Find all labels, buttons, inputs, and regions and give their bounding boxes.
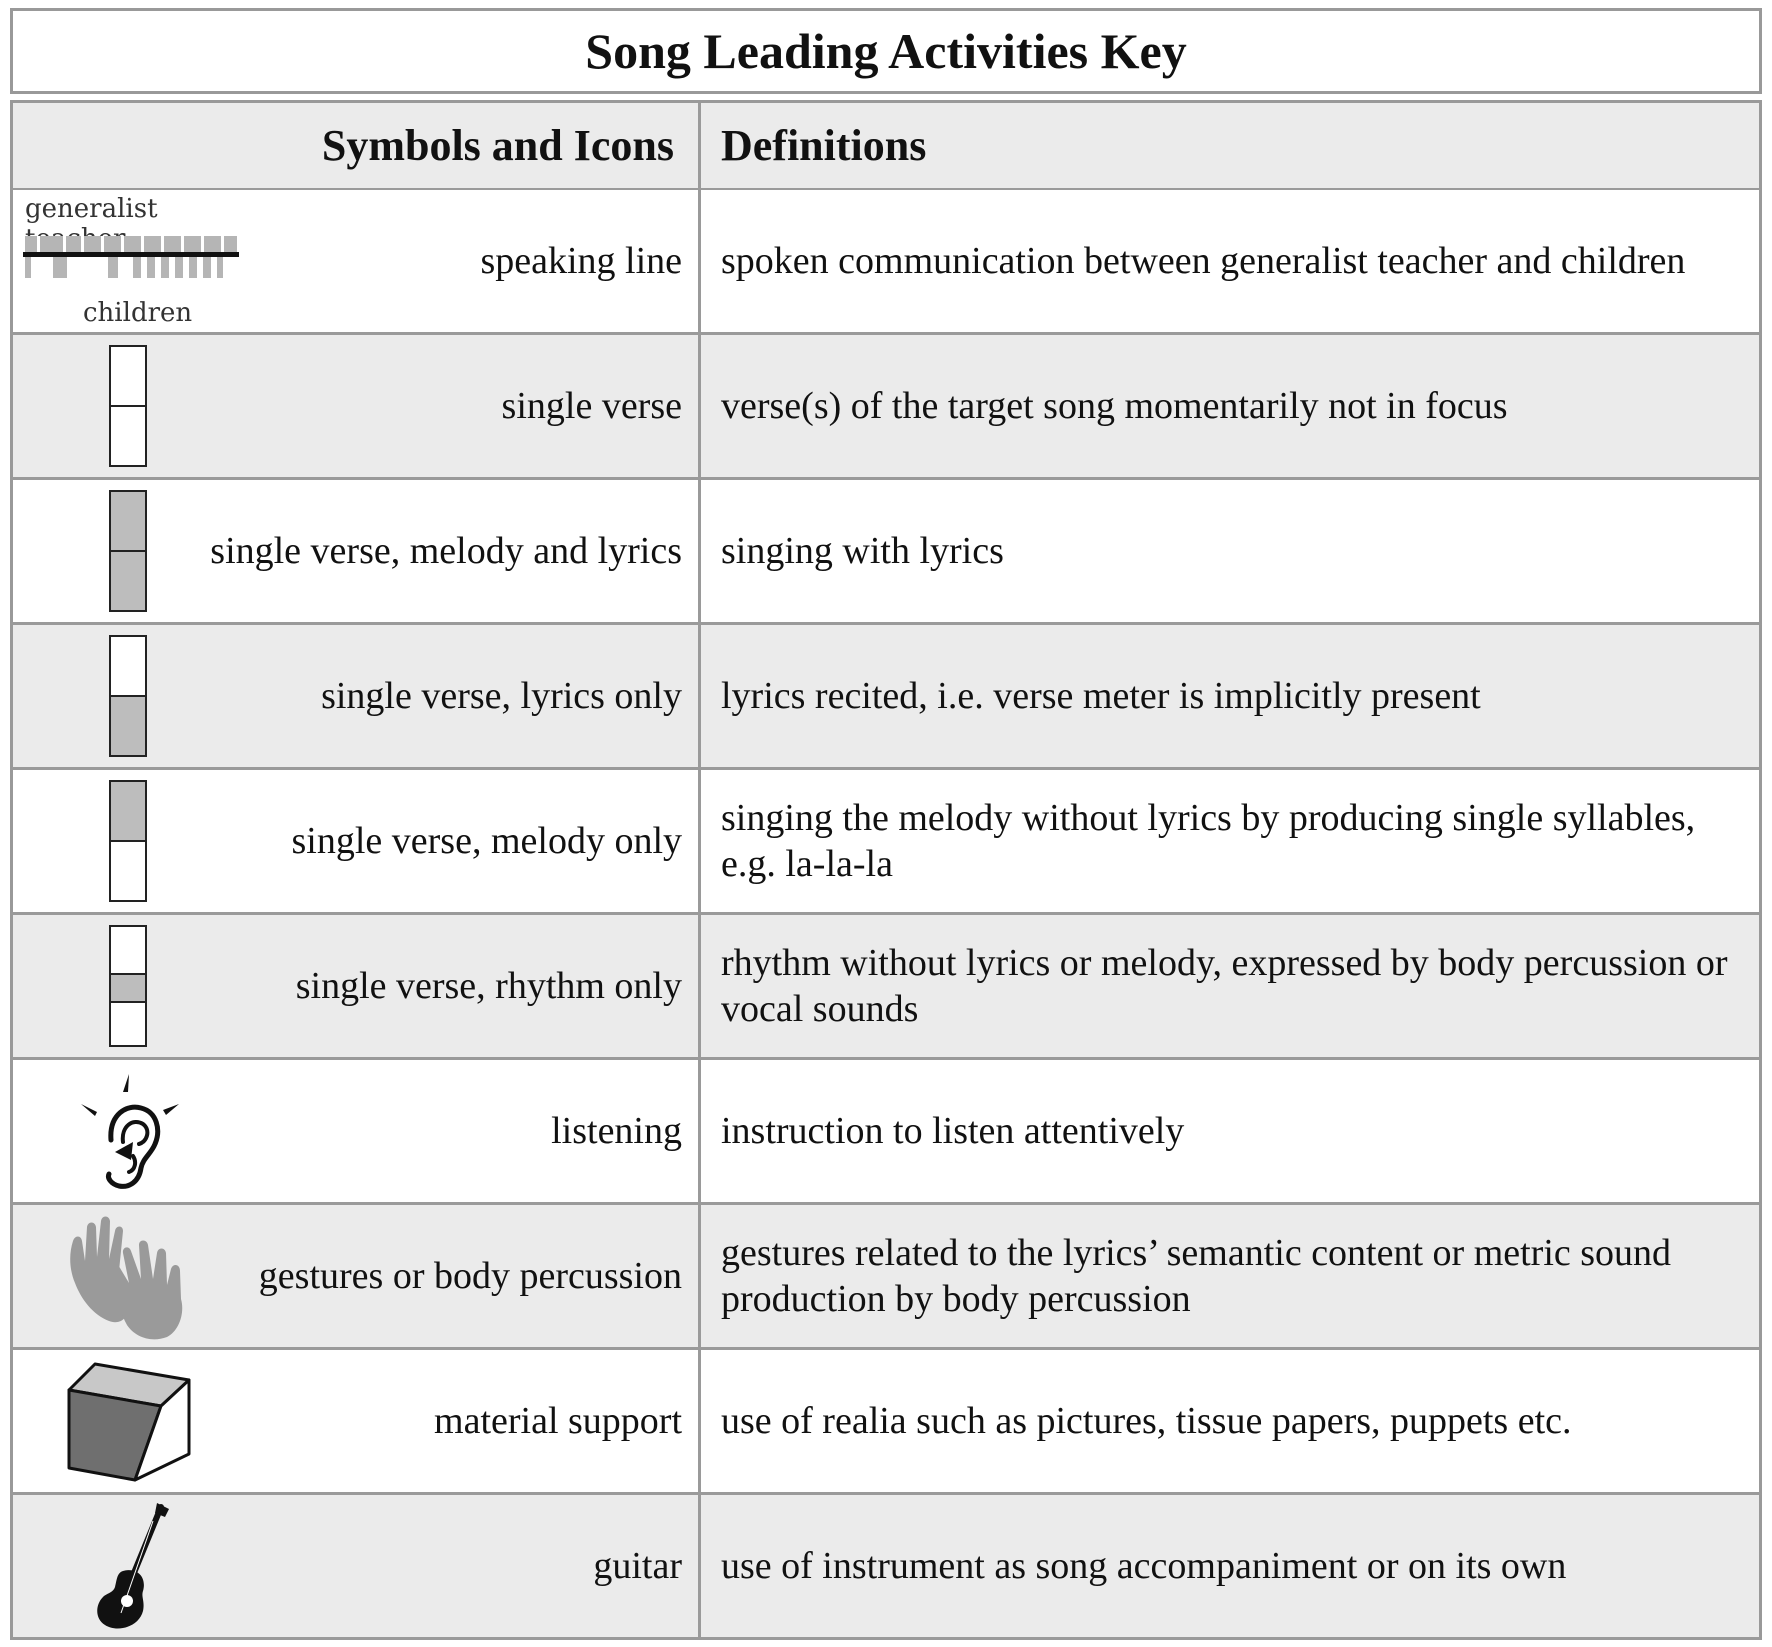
definition: instruction to listen attentively xyxy=(721,1109,1185,1152)
table-row xyxy=(10,1205,1762,1350)
symbol-label: gestures or body percussion xyxy=(258,1255,682,1297)
table-row xyxy=(10,915,1762,1060)
verse-empty-icon xyxy=(109,345,147,467)
hands-icon xyxy=(63,1213,193,1343)
ear-icon xyxy=(75,1070,185,1195)
speaking-line-icon xyxy=(13,190,253,335)
verse-full-icon xyxy=(109,490,147,612)
table-row xyxy=(10,625,1762,770)
verse-rhythm-icon xyxy=(109,925,147,1047)
verse-lyrics-icon xyxy=(109,635,147,757)
symbol-label: listening xyxy=(551,1110,682,1152)
definition: singing the melody without lyrics by producing single syllables, e.g. la-la-la xyxy=(721,796,1696,885)
header-definitions: Definitions xyxy=(721,121,927,170)
definition: gestures related to the lyrics’ semantic content or metric sound production by body percussion xyxy=(721,1231,1672,1320)
table-row xyxy=(10,770,1762,915)
definition: spoken communication between generalist teacher and children xyxy=(721,239,1686,282)
guitar-icon xyxy=(93,1501,173,1635)
table-row xyxy=(10,190,1762,335)
definition: singing with lyrics xyxy=(721,529,1004,572)
cube-icon xyxy=(65,1360,193,1484)
table-row xyxy=(10,480,1762,625)
symbol-label: single verse, melody only xyxy=(291,820,682,862)
definition: verse(s) of the target song momentarily not in focus xyxy=(721,384,1508,427)
table-row xyxy=(10,1350,1762,1495)
symbol-label: single verse, melody and lyrics xyxy=(210,530,682,572)
symbol-label: single verse xyxy=(501,385,682,427)
table-row xyxy=(10,1495,1762,1640)
activities-key-table xyxy=(10,8,1762,1640)
verse-melody-icon xyxy=(109,780,147,902)
symbol-label: material support xyxy=(434,1400,682,1442)
definition: use of realia such as pictures, tissue papers, puppets etc. xyxy=(721,1399,1572,1442)
symbol-label: guitar xyxy=(593,1545,682,1587)
table-row xyxy=(10,335,1762,480)
symbol-label: speaking line xyxy=(480,240,682,282)
speaking-children-label: children xyxy=(83,298,193,328)
symbol-label: single verse, lyrics only xyxy=(321,675,682,717)
table-title: Song Leading Activities Key xyxy=(10,8,1762,94)
header-row xyxy=(10,100,1762,190)
definition: use of instrument as song accompaniment or on its own xyxy=(721,1544,1567,1587)
definition: rhythm without lyrics or melody, expressed by body percussion or vocal sounds xyxy=(721,941,1728,1030)
definition: lyrics recited, i.e. verse meter is implicitly present xyxy=(721,674,1481,717)
speaking-teacher-label: generalist xyxy=(25,194,158,224)
symbol-label: single verse, rhythm only xyxy=(295,965,682,1007)
table-row xyxy=(10,1060,1762,1205)
header-symbols: Symbols and Icons xyxy=(13,103,701,188)
